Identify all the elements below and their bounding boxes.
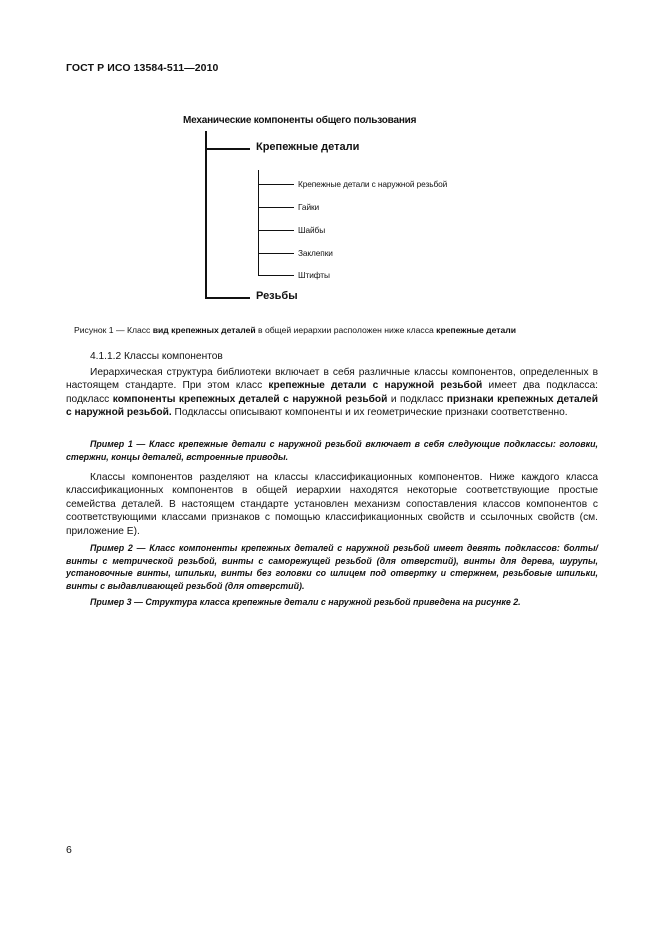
diagram-subtrunk-line xyxy=(258,170,259,275)
example-2: Пример 2 — Класс компоненты крепежных деталей с наружной резьбой имеет девять подклассов: болты/винты с метрической резьбой, винты с саморежущей резьбой (для отверстий), винты для дерева, шурупы, установочные винты, шпильки, винты без головки со шлицем под отвертку и стержнем, резьбовые шпильки, винты с выдавливающей резьбой (для отверстий). xyxy=(66,543,598,591)
section-heading: 4.1.1.2 Классы компонентов xyxy=(90,351,223,362)
diagram-node-external-thread-fasteners: Крепежные детали с наружной резьбой xyxy=(298,179,448,189)
diagram-root-title: Механические компоненты общего пользования xyxy=(183,115,417,126)
paragraph-2: Классы компонентов разделяют на классы классификационных компонентов. Ниже каждого класса классификационных компонентов в общей иерархии находятся некоторые соответствующие простые семейства деталей. В настоящем стандарте установлен механизм сопоставления классов компонентов с соответствующими классами признаков с помощью классификационных свойств и ссылочных свойств (см. приложение E). xyxy=(66,472,598,537)
document-header: ГОСТ Р ИСО 13584-511—2010 xyxy=(66,62,219,74)
example-1: Пример 1 — Класс крепежные детали с наружной резьбой включает в себя следующие подклассы: головки, стержни, концы деталей, встроенные приводы. xyxy=(66,439,598,462)
diagram-node-rivets: Заклепки xyxy=(298,248,333,258)
paragraph-1: Иерархическая структура библиотеки включает в себя различные классы компонентов, определенных в настоящем стандарте. При этом класс крепежные детали с наружной резьбой имеет два подкласса: подкласс компоненты крепежных деталей с наружной резьбой и подкласс признаки крепежных деталей с наружной резьбой. Подклассы описывают компоненты и их геометрические признаки соответственно. xyxy=(66,367,598,419)
diagram-node-nuts: Гайки xyxy=(298,202,320,212)
hierarchy-diagram xyxy=(0,0,661,330)
diagram-branch-line xyxy=(205,148,250,150)
diagram-node-threads: Резьбы xyxy=(256,290,298,302)
page-number: 6 xyxy=(66,844,72,856)
diagram-sub-branch-line xyxy=(258,207,294,208)
diagram-sub-branch-line xyxy=(258,275,294,276)
figure-caption: Рисунок 1 — Класс вид крепежных деталей в общей иерархии расположен ниже класса крепежные детали xyxy=(74,325,516,335)
diagram-sub-branch-line xyxy=(258,253,294,254)
diagram-node-pins: Штифты xyxy=(298,270,330,280)
example-3: Пример 3 — Структура класса крепежные детали с наружной резьбой приведена на рисунке 2. xyxy=(90,597,521,607)
diagram-sub-branch-line xyxy=(258,184,294,185)
diagram-node-fasteners: Крепежные детали xyxy=(256,141,360,153)
diagram-trunk-line xyxy=(205,131,207,299)
diagram-sub-branch-line xyxy=(258,230,294,231)
diagram-node-washers: Шайбы xyxy=(298,225,326,235)
diagram-branch-line xyxy=(205,297,250,299)
